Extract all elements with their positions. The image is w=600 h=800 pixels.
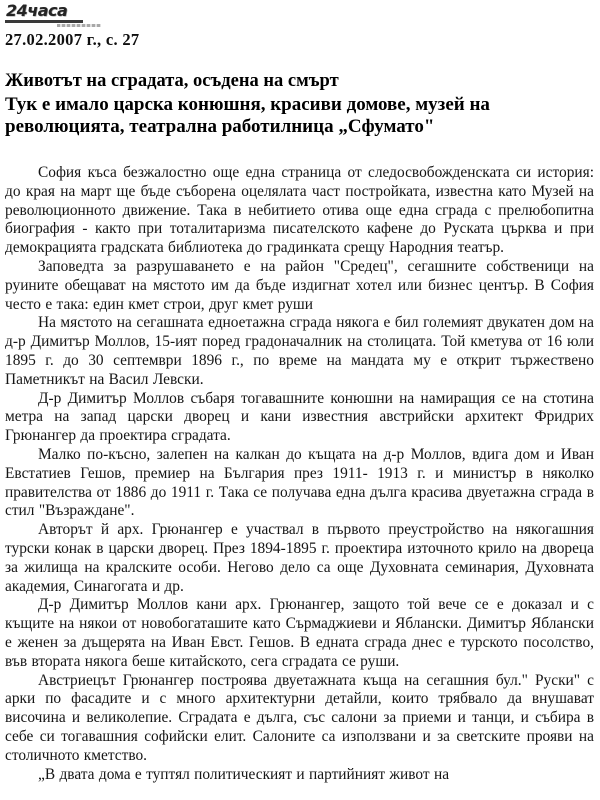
article-paragraph: София къса безжалостно още една страница от следосвобожденската си история: до края на март ще бъде съборена оцелялата част постройката, известна като Музей на революционното движение. Така в небитието отива още една сграда с прелюбопитна биография - както при тоталитаризма писателското кафене до Руската църква и при демокрацията градската библиотека до градинката срещу Народния театър.: [5, 164, 594, 257]
article-paragraph: Малко по-късно, залепен на калкан до къщата на д-р Моллов, вдига дом и Иван Евстатиев Гешов, премиер на България през 1911- 1913 г. и министър в няколко правителства от 1886 до 1911 г. Така се получава една дълга красива двуетажна сграда в стил "Възраждане".: [5, 445, 594, 520]
article-headline: Животът на сградата, осъдена на смърт: [5, 71, 339, 91]
logo-tagline-decoration: [57, 24, 101, 27]
article-paragraph: На мястото на сегашната едноетажна сграда някога е бил големият двукатен дом на д-р Димитър Моллов, 15-ият поред градоначалник на столицата. Той кметува от 16 юли 1895 г. до 30 септември 1896 г., по време на мандата му е открит тържествено Паметникът на Васил Левски.: [5, 314, 594, 388]
article-paragraph: Д-р Димитър Моллов кани арх. Грюнангер, защото той вече се е доказал и с къщите на някои от новобогаташите като Сърмаджиеви и Яблански. Димитър Яблански е женен за дъщерята на Иван Евст. Гешов. В едната сграда днес е турското посолство, във втората някога беше китайското, сега сградата се руши.: [5, 596, 594, 670]
newspaper-logo: [5, 3, 101, 27]
article-paragraph: Д-р Димитър Моллов събаря тогавашните конюшни на намиращия се на стотина метра на запад царски дворец и кани известния австрийски архитект Фридрих Грюнангер да проектира сградата.: [5, 389, 594, 445]
article-paragraph: Авторът й арх. Грюнангер е участвал в първото преустройство на някогашния турски конак в царски дворец. През 1894-1895 г. проектира източното крило на двореца за жилища на кралските особи. Негово дело са още Духовната семинария, Духовната академия, Синагогата и др.: [5, 521, 594, 595]
article-paragraph: Заповедта за разрушаването е на район "Средец", сегашните собственици на руините обещават на мястото им да бъде издигнат хотел или бизнес център. В София често е така: един кмет строи, друг кмет руши: [5, 257, 594, 313]
article-paragraph: Австриецът Грюнангер построява двуетажната къща на сегашния бул." Руски" с арки по фасадите и с много архитектурни детайли, които трябвало да внушават височина и великолепие. Сградата е дълга, със салони за приеми и танци, и събира в себе си тогавашния софийски елит. Салоните са използвани и за светските прояви на столичното кметство.: [5, 671, 594, 764]
issue-date-line: 27.02.2007 г., с. 27: [5, 30, 140, 49]
newspaper-logo-text: 24часа: [5, 3, 83, 23]
article-body: [5, 164, 594, 784]
article-subheadline: Тук е имало царска конюшня, красиви домове, музей на революцията, театрална работилница „Сфумато": [5, 94, 490, 137]
article-paragraph: „В двата дома е туптял политическият и партийният живот на: [38, 765, 450, 783]
